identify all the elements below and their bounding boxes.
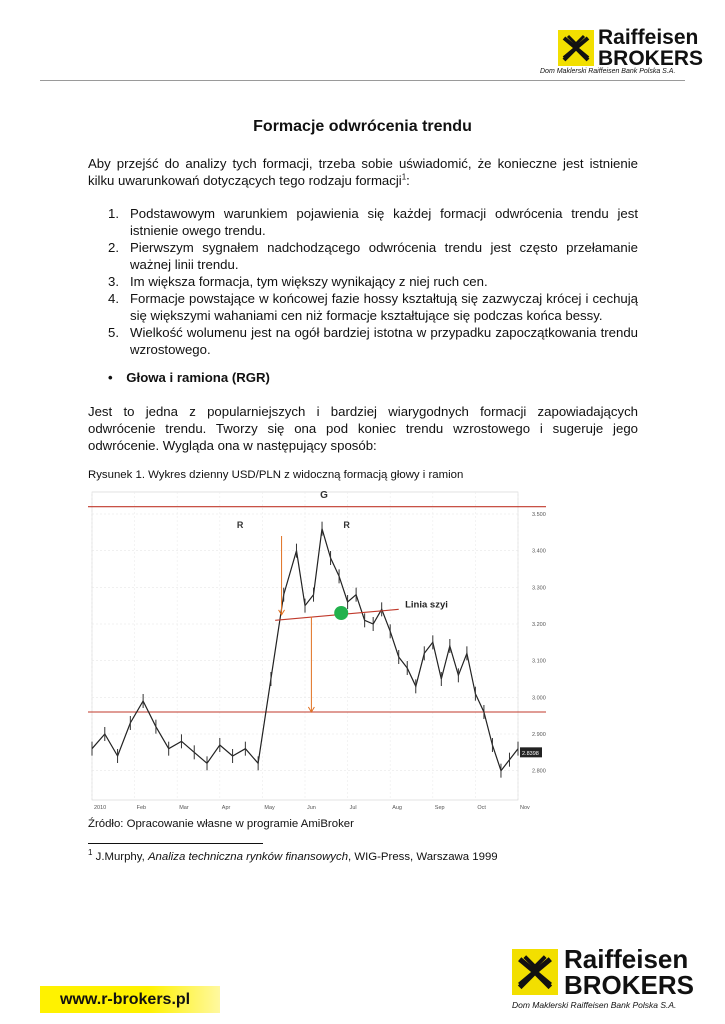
conditions-list [88, 205, 638, 358]
logo-subtitle: Dom Maklerski Raiffeisen Bank Polska S.A. [540, 68, 676, 75]
raiffeisen-logo-mark [512, 949, 558, 995]
x-tick-label: Apr [221, 805, 231, 811]
raiffeisen-logo-mark [558, 30, 594, 66]
list-item [88, 273, 638, 290]
head-label: G [320, 490, 328, 501]
x-tick-label: Aug [392, 805, 402, 811]
crossed-gables-icon [512, 949, 558, 995]
neckline-break-dot [334, 606, 348, 620]
footnote-ref[interactable]: 1 [401, 172, 407, 182]
y-tick-label: 3.500 [532, 512, 546, 518]
footer-url[interactable]: www.r-brokers.pl [60, 991, 191, 1008]
y-tick-label: 2.900 [532, 732, 546, 738]
section-heading [108, 370, 270, 385]
list-number: 3. [108, 274, 119, 289]
x-tick-label: Sep [434, 805, 445, 811]
list-item [88, 239, 638, 273]
figure-source: Źródło: Opracowanie własne w programie AmiBroker [88, 818, 354, 830]
intro-paragraph [88, 155, 638, 189]
logo-subtitle: Dom Maklerski Raiffeisen Bank Polska S.A. [512, 1000, 677, 1010]
y-tick-label: 3.000 [532, 695, 546, 702]
list-text: Podstawowym warunkiem pojawienia się każdej formacji odwrócenia trendu jest istnienie owego trendu. [130, 206, 638, 238]
page-title: Formacje odwrócenia trendu [253, 118, 472, 135]
list-text: Formacje powstające w końcowej fazie hossy kształtują się zazwyczaj krócej i cechują się większymi wahaniami cen niż formacje kształtujące się podczas końca bessy. [130, 291, 638, 323]
footnote-rest: , WIG-Press, Warszawa 1999 [348, 851, 498, 863]
section-paragraph: Jest to jedna z popularniejszych i bardziej wiarygodnych formacji zapowiadających odwrócenie trendu. Tworzy się ona pod koniec trendu wzrostowego i sugeruje jego odwrócenie. Wygląda ona w następujący sposób: [88, 404, 638, 453]
bullet: • [108, 370, 113, 385]
logo-name: Raiffeisen [598, 26, 699, 49]
right-shoulder-label: R [343, 520, 350, 530]
y-tick-label: 3.300 [532, 585, 546, 592]
y-tick-label: 2.800 [532, 768, 546, 775]
list-item [88, 324, 638, 358]
logo-name: Raiffeisen [564, 944, 689, 974]
logo-brand: BROKERS [598, 47, 704, 70]
intro-tail: : [406, 173, 410, 188]
section-heading-text: Głowa i ramiona (RGR) [126, 370, 270, 385]
header-logo [558, 27, 703, 69]
list-text: Pierwszym sygnałem nadchodzącego odwrócenia trendu jest często przełamanie ważnej linii trendu. [130, 240, 638, 272]
footnote [88, 848, 498, 863]
list-item [88, 290, 638, 324]
list-number: 5. [108, 325, 119, 340]
logo-brand: BROKERS [564, 970, 695, 1000]
last-price-label: 2.8398 [522, 750, 539, 757]
x-tick-label: Jul [349, 805, 357, 811]
x-tick-label: May [264, 805, 275, 811]
footnote-author: J.Murphy, [95, 851, 148, 863]
list-text: Wielkość wolumenu jest na ogół bardziej istotna w przypadku zapoczątkowania trendu wzrostowego. [130, 325, 638, 357]
y-tick-label: 3.200 [532, 622, 546, 628]
y-tick-label: 3.100 [532, 658, 546, 665]
usdpln-chart [88, 484, 548, 814]
x-tick-label: Mar [179, 805, 189, 811]
chart-background [88, 484, 548, 814]
crossed-gables-icon [558, 30, 594, 66]
list-number: 4. [108, 291, 119, 306]
x-tick-label: Nov [520, 805, 530, 811]
x-tick-label: Oct [477, 805, 486, 811]
list-number: 2. [108, 240, 119, 255]
footnote-book: Analiza techniczna rynków finansowych [147, 851, 349, 863]
footer-logo [512, 946, 694, 998]
header-divider [40, 80, 685, 81]
x-tick-label: Jun [307, 805, 316, 811]
list-text: Im większa formacja, tym większy wynikający z niej ruch cen. [130, 274, 488, 289]
list-item [88, 205, 638, 239]
x-tick-label: 2010 [94, 805, 107, 811]
left-shoulder-label: R [236, 520, 244, 530]
neckline-label: Linia szyi [405, 599, 448, 611]
y-tick-label: 3.400 [532, 548, 546, 555]
intro-text: Aby przejść do analizy tych formacji, trzeba sobie uświadomić, że konieczne jest istnienie kilku uwarunkowań dotyczących tego rodzaju formacji [88, 156, 638, 188]
footnote-number: 1 [88, 848, 93, 858]
x-tick-label: Feb [136, 805, 147, 811]
list-number: 1. [108, 206, 119, 221]
figure-caption: Rysunek 1. Wykres dzienny USD/PLN z widoczną formacją głowy i ramion [88, 469, 464, 481]
footnote-divider [88, 843, 263, 844]
